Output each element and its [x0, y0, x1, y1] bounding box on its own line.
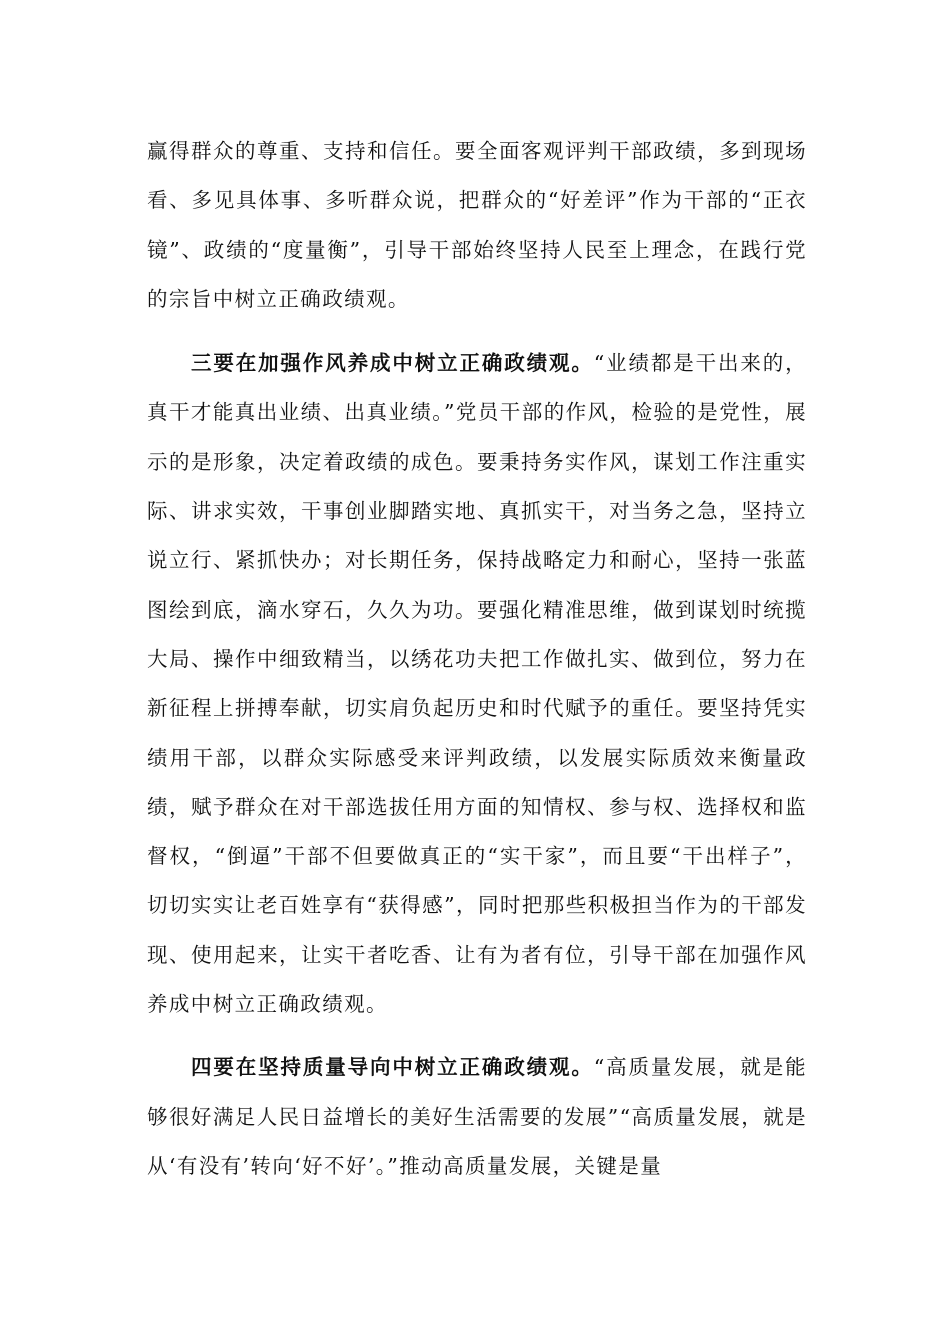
paragraph-text: “高质量发展，就是能够很好满足人民日益增长的美好生活需要的发展”“高质量发展，就是从‘有没有’转向‘好不好’。”推动高质量发展，关键是量: [147, 1055, 808, 1178]
section-heading: 四要在坚持质量导向中树立正确政绩观。: [191, 1055, 594, 1080]
document-body: [147, 127, 807, 1191]
section-heading: 三要在加强作风养成中树立正确政绩观。: [191, 351, 594, 376]
paragraph-section-three: [147, 339, 807, 1029]
paragraph-text: “业绩都是干出来的，真干才能真出业绩、出真业绩。”党员干部的作风，检验的是党性，展示的是形象，决定着政绩的成色。要秉持务实作风，谋划工作注重实际、讲求实效，干事创业脚踏实地、真抓实干，对当务之急，坚持立说立行、紧抓快办；对长期任务，保持战略定力和耐心，坚持一张蓝图绘到底，滴水穿石，久久为功。要强化精准思维，做到谋划时统揽大局、操作中细致精当，以绣花功夫把工作做扎实、做到位，努力在新征程上拼搏奉献，切实肩负起历史和时代赋予的重任。要坚持凭实绩用干部，以群众实际感受来评判政绩，以发展实际质效来衡量政绩，赋予群众在对干部选拔任用方面的知情权、参与权、选择权和监督权，“倒逼”干部不但要做真正的“实干家”，而且要“干出样子”，切切实实让老百姓享有“获得感”，同时把那些积极担当作为的干部发现、使用起来，让实干者吃香、让有为者有位，引导干部在加强作风养成中树立正确政绩观。: [147, 351, 808, 1017]
paragraph-continuation: [147, 127, 807, 324]
paragraph-section-four: [147, 1043, 807, 1191]
paragraph-text: 赢得群众的尊重、支持和信任。要全面客观评判干部政绩，多到现场看、多见具体事、多听群众说，把群众的“好差评”作为干部的“正衣镜”、政绩的“度量衡”，引导干部始终坚持人民至上理念，在践行党的宗旨中树立正确政绩观。: [147, 139, 807, 311]
